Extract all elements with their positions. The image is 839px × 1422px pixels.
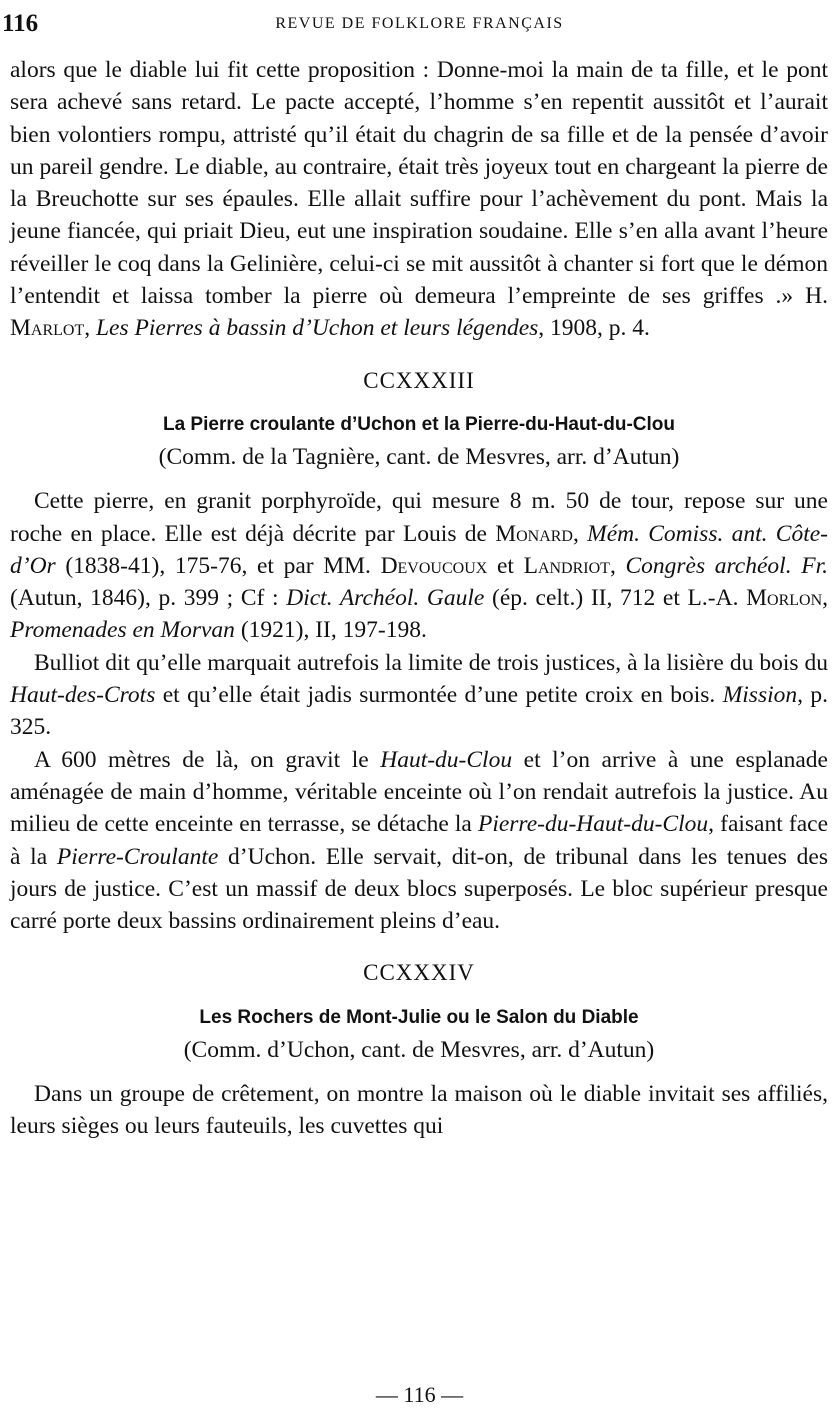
work-mission: Mission	[722, 682, 798, 709]
section2-paragraph-1: Dans un groupe de crêtement, on montre la maison où le diable invitait ses affiliés, leurs sièges ou leurs fauteuils, les cuvettes qui	[10, 1081, 828, 1140]
section-subtitle-tagniere: (Comm. de la Tagnière, cant. de Mesvres, arr. d’Autun)	[158, 443, 680, 470]
s1p2-t2: et qu’elle était jadis surmontée d’une petite croix en bois.	[155, 682, 723, 709]
s1p3-t4: d’Uchon. Elle servait, dit-on, de tribunal dans les tenues des jours de justice. C’est un massif de deux blocs superposés. Le bloc supérieur presque carré porte deux bassins ordinairement pleins d’eau.	[10, 843, 828, 935]
intro-paragraph	[10, 54, 828, 345]
section1-paragraph-1	[10, 485, 828, 646]
s1p1-t1: Cette pierre, en granit porphyroïde, qui mesure 8 m. 50 de tour, repose sur une roche en place. Elle est déjà décrite par Louis de	[10, 488, 828, 547]
author-landriot: Landriot	[523, 552, 610, 579]
s1p2-t3: , p. 325.	[10, 682, 829, 741]
author-morlon: Morlon	[746, 585, 823, 612]
author-marlot: Marlot	[10, 315, 85, 342]
s1p2-t1: Bulliot dit qu’elle marquait autrefois la limite de trois justices, à la lisière du bois du	[34, 649, 828, 676]
intro-sep: ,	[84, 315, 96, 342]
section-subtitle-uchon: (Comm. d’Uchon, cant. de Mesvres, arr. d’Autun)	[183, 1036, 655, 1063]
section-title-mont-julie: Les Rochers de Mont-Julie ou le Salon du Diable	[199, 1006, 639, 1028]
section-number-ccxxxiv: CCXXXIV	[363, 960, 475, 986]
page-number-top: 116	[2, 10, 39, 37]
s1p1-t7: (ép. celt.) II, 712 et L.-A.	[484, 585, 747, 612]
place-haut-du-clou: Haut-du-Clou	[380, 746, 513, 773]
author-devoucoux: Devoucoux	[380, 552, 488, 579]
s1p1-t8: ,	[822, 585, 829, 612]
s1p1-t6: (Autun, 1846), p. 399 ; Cf :	[10, 585, 287, 612]
page-header	[0, 10, 839, 50]
s1p1-t5: ,	[609, 552, 626, 579]
body-text	[10, 54, 828, 1143]
place-haut-des-crots: Haut-des-Crots	[10, 682, 156, 709]
s1p3-t2: et l’on arrive à une esplanade aménagée de main d’homme, véritable enceinte où l’on rendait autrefois la justice. Au milieu de cette enceinte en terrasse, se détache la	[10, 746, 828, 838]
work-mem-comiss: Mém. Comiss. ant. Côte-d’Or	[10, 520, 828, 579]
work-promenades: Promenades en Morvan	[10, 617, 235, 644]
section-number-ccxxxiii: CCXXXIII	[363, 367, 475, 393]
s1p1-t3: (1838-41), 175-76, et par MM.	[55, 552, 381, 579]
place-pierre-du-haut-du-clou: Pierre-du-Haut-du-Clou	[477, 811, 709, 838]
intro-tail: , 1908, p. 4.	[538, 315, 650, 342]
s1p1-t2: ,	[573, 520, 588, 547]
intro-text: alors que le diable lui fit cette proposition : Donne-moi la main de ta fille, et le pont sera achevé sans retard. Le pacte accepté, l’homme s’en repentit aussitôt et l’aurait bien volontiers rompu, attristé qu’il était du chagrin de sa fille et de la pensée d’avoir un pareil gendre. Le diable, au contraire, était très joyeux tout en chargeant la pierre de la Breuchotte sur ses épaules. Elle allait suffire pour l’achèvement du pont. Mais la jeune fiancée, qui priait Dieu, eut une inspiration soudaine. Elle s’en alla avant l’heure réveiller le coq dans la Gelinière, celui-ci se mit aussitôt à chanter si fort que le démon l’entendit et laissa tomber la pierre où demeura l’empreinte de ses griffes .» H.	[10, 57, 828, 310]
section1-paragraph-2	[10, 647, 828, 744]
author-monard: Monard	[495, 520, 573, 547]
page-footer-number: — 116 —	[375, 1382, 464, 1407]
work-congres: Congrès archéol. Fr.	[625, 552, 828, 579]
s1p1-t4: et	[487, 552, 524, 579]
place-pierre-croulante: Pierre-Croulante	[56, 843, 219, 870]
section1-paragraph-3	[10, 744, 828, 938]
s1p3-t1: A 600 mètres de là, on gravit le	[34, 746, 381, 773]
work-dict-archeol: Dict. Archéol. Gaule	[286, 585, 485, 612]
s1p3-t3: , faisant face à la	[10, 811, 828, 870]
section-title-pierre-croulante: La Pierre croulante d’Uchon et la Pierre-du-Haut-du-Clou	[162, 413, 675, 435]
s1p1-t9: (1921), II, 197-198.	[234, 617, 427, 644]
running-title: REVUE DE FOLKLORE FRANÇAIS	[275, 15, 564, 32]
work-title-pierres: Les Pierres à bassin d’Uchon et leurs légendes	[95, 315, 539, 342]
